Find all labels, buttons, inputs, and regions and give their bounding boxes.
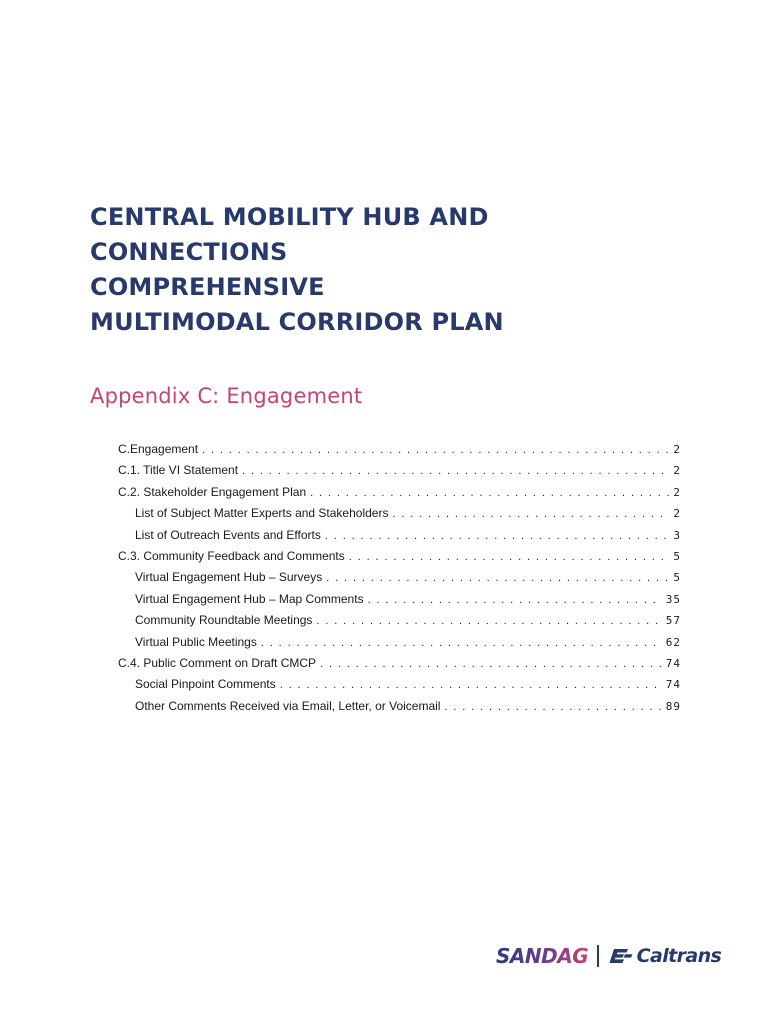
toc-leader-dots (326, 572, 669, 584)
toc-entry-page: 74 (665, 678, 681, 692)
toc-entry-label: Social Pinpoint Comments (135, 677, 276, 692)
toc-entry-page: 57 (665, 614, 681, 628)
toc-entry-page: 74 (665, 656, 681, 670)
title-line: CENTRAL MOBILITY HUB AND (90, 203, 489, 231)
toc-entry[interactable] (118, 442, 681, 463)
title-line: CONNECTIONS (90, 238, 288, 266)
toc-entry[interactable] (118, 528, 681, 549)
toc-entry-page: 2 (673, 485, 681, 499)
toc-leader-dots (310, 487, 669, 499)
caltrans-wordmark: Caltrans (636, 945, 722, 967)
toc-entry-label: List of Outreach Events and Efforts (135, 527, 321, 542)
title-line: MULTIMODAL CORRIDOR PLAN (90, 308, 504, 336)
toc-entry[interactable] (118, 549, 681, 570)
caltrans-logo (608, 945, 722, 967)
toc-entry[interactable] (118, 506, 681, 527)
toc-entry[interactable] (118, 635, 681, 656)
toc-entry[interactable] (118, 699, 681, 720)
toc-leader-dots (325, 530, 669, 542)
caltrans-mark-icon (608, 946, 634, 966)
toc-leader-dots (316, 615, 661, 627)
toc-leader-dots (392, 508, 669, 520)
toc-entry-label: C.1. Title VI Statement (118, 463, 239, 478)
toc-entry-label: C.4. Public Comment on Draft CMCP (118, 655, 317, 670)
toc-entry-label: C.3. Community Feedback and Comments (118, 548, 345, 563)
toc-entry-label: Other Comments Received via Email, Letter, or Voicemail (135, 698, 441, 713)
toc-entry[interactable] (118, 485, 681, 506)
toc-leader-dots (242, 465, 669, 477)
toc-entry[interactable] (118, 613, 681, 634)
toc-leader-dots (349, 551, 670, 563)
toc-entry-page: 5 (673, 549, 681, 563)
toc-entry-label: List of Subject Matter Experts and Stakeholders (135, 506, 389, 521)
toc-entry[interactable] (118, 570, 681, 591)
toc-entry[interactable] (118, 677, 681, 698)
title-line: COMPREHENSIVE (90, 273, 325, 301)
toc-entry-label: Virtual Engagement Hub – Surveys (135, 570, 323, 585)
toc-entry-label: C.2. Stakeholder Engagement Plan (118, 484, 307, 499)
toc-leader-dots (444, 701, 661, 713)
appendix-subtitle: Appendix C: Engagement (90, 384, 363, 408)
toc-entry-page: 5 (673, 571, 681, 585)
toc-entry-page: 3 (673, 528, 681, 542)
toc-leader-dots (261, 637, 662, 649)
toc-leader-dots (368, 594, 662, 606)
logo-divider (597, 945, 599, 967)
sandag-logo: SANDAG (496, 944, 589, 968)
toc-entry[interactable] (118, 592, 681, 613)
table-of-contents (118, 442, 681, 720)
toc-entry-page: 89 (665, 699, 681, 713)
toc-entry-page: 2 (673, 443, 681, 456)
toc-entry-page: 2 (673, 464, 681, 478)
toc-entry-label: Virtual Engagement Hub – Map Comments (135, 591, 364, 606)
toc-entry[interactable] (118, 656, 681, 677)
document-title (90, 200, 690, 340)
toc-entry-page: 62 (665, 635, 681, 649)
toc-entry-label: Virtual Public Meetings (135, 634, 257, 649)
toc-entry[interactable] (118, 463, 681, 484)
toc-entry-page: 2 (673, 507, 681, 521)
toc-entry-page: 35 (665, 592, 681, 606)
toc-leader-dots (202, 444, 669, 456)
toc-entry-label: C.Engagement (118, 442, 199, 456)
footer-logos (496, 941, 721, 971)
toc-leader-dots (280, 679, 662, 691)
toc-leader-dots (320, 658, 662, 670)
toc-entry-label: Community Roundtable Meetings (135, 613, 313, 628)
